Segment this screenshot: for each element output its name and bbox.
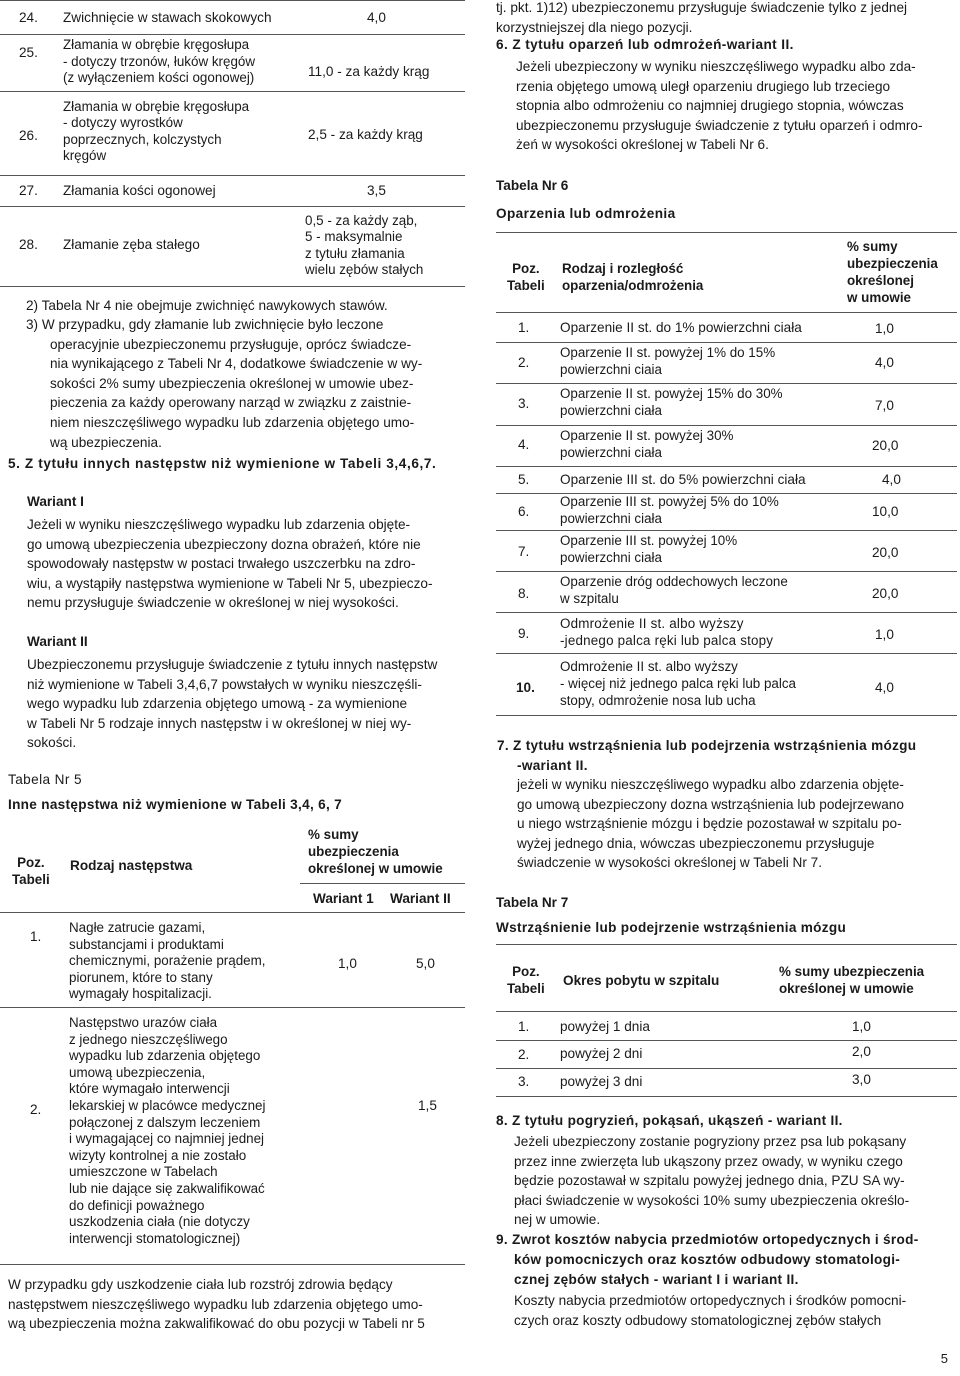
text-line: Jeżeli w wyniku nieszczęśliwego wypadku lub zdarzenia objęte- xyxy=(27,517,411,532)
text-line: poprzecznych, kolczystych xyxy=(63,131,222,147)
text-line: powierzchni ciała xyxy=(560,444,662,460)
row-value: 11,0 - za każdy krąg xyxy=(308,64,430,79)
row-no: 10. xyxy=(516,680,535,695)
row-value: 4,0 xyxy=(875,680,894,695)
text-line: u niego wstrząśnienie mózgu i będzie pozostawał w szpitalu po- xyxy=(517,816,902,832)
text-line: Nagłe zatrucie gazami, xyxy=(69,920,206,935)
col-header-wariant-2: Wariant II xyxy=(390,891,451,906)
row-value: 1,0 xyxy=(875,627,894,642)
text-line: powierzchni ciaia xyxy=(560,361,662,377)
header-line: % sumy ubezpieczenia xyxy=(779,964,925,979)
text-line: przez inne zwierzęta lub ukąszony przez owady, w wyniku czego xyxy=(514,1153,903,1169)
text-line: wypadku lub zdarzenia objętego xyxy=(69,1048,261,1064)
heading-line: 7. Z tytułu wstrząśnienia lub podejrzenia wstrząśnienia mózgu xyxy=(497,738,917,753)
heading-line: cznej zębów stałych - wariant I i wariant II. xyxy=(514,1272,799,1287)
section-8-text xyxy=(514,1132,909,1230)
text-line: lekarskiej w placówce medycznej xyxy=(69,1097,266,1113)
text-line: Oparzenie II st. powyżej 30% xyxy=(560,428,734,443)
text-line: Koszty nabycia przedmiotów ortopedycznych i środków pomocni- xyxy=(514,1293,907,1308)
text-line: Ubezpieczonemu przysługuje świadczenie z tytułu innych następstw xyxy=(27,657,438,672)
text-line: - dotyczy wyrostków xyxy=(63,115,183,131)
text-line: Oparzenie II st. powyżej 15% do 30% xyxy=(560,386,783,401)
row-text xyxy=(63,37,255,87)
row-no: 24. xyxy=(19,10,38,25)
text-line: go umową ubezpieczony dozna wstrząśnienia lub podejrzewano xyxy=(517,796,904,812)
row-no: 1. xyxy=(518,1019,530,1034)
table-5-title: Inne następstwa niż wymienione w Tabeli 3,4, 6, 7 xyxy=(8,797,342,812)
text-line: Oparzenie III st. powyżej 5% do 10% xyxy=(560,494,779,509)
col-header-poz xyxy=(507,260,545,294)
row-value-w2: 1,5 xyxy=(418,1098,437,1113)
row-text xyxy=(560,533,737,566)
header-line: % sumy xyxy=(847,239,898,254)
text-line: chemicznymi, porażenie prądem, xyxy=(69,953,266,969)
text-line: wizyty kontrolnej a nie zostało xyxy=(69,1147,247,1163)
row-value: 3,0 xyxy=(852,1072,871,1087)
row-text xyxy=(69,920,265,1003)
row-text: powyżej 3 dni xyxy=(560,1074,643,1089)
row-value: 20,0 xyxy=(872,438,899,453)
col-header-suma xyxy=(779,963,924,997)
wariant-1-heading: Wariant I xyxy=(27,494,84,509)
header-line: Poz. xyxy=(512,964,540,979)
section-9-heading xyxy=(496,1230,919,1290)
row-no: 27. xyxy=(19,183,38,198)
page-number: 5 xyxy=(940,1351,948,1366)
row-text xyxy=(560,658,796,709)
header-line: określonej xyxy=(847,273,914,288)
text-line: Złamania w obrębie kręgosłupa xyxy=(63,37,250,52)
header-line: Poz. xyxy=(512,261,540,276)
text-line: sokości 2% sumy ubezpieczenia określonej w umowie ubez- xyxy=(50,375,414,391)
col-header-okres: Okres pobytu w szpitalu xyxy=(563,973,720,988)
wariant-2-text xyxy=(27,655,437,753)
row-no: 2. xyxy=(30,1102,42,1117)
note-3 xyxy=(26,315,472,452)
text-line: Złamania w obrębie kręgosłupa xyxy=(63,99,250,114)
row-text: Oparzenie III st. do 5% powierzchni ciała xyxy=(560,472,806,487)
text-line: powierzchni ciała xyxy=(560,402,662,418)
text-line: jeżeli w wyniku nieszczęśliwego wypadku albo zdarzenia objęte- xyxy=(517,777,904,792)
text-line: wą ubezpieczenia można zakwalifikować do obu pozycji w Tabeli nr 5 xyxy=(8,1316,425,1332)
text-line: nemu przysługuje świadczenie w określonej w niej wysokości. xyxy=(27,595,399,611)
header-line: Poz. xyxy=(17,855,45,870)
row-text xyxy=(63,99,249,164)
text-line: do definicji poważnego xyxy=(69,1197,205,1213)
header-line: określonej w umowie xyxy=(308,861,443,876)
text-line: niż wymienione w Tabeli 3,4,6,7 powstałych w wyniku nieszczęśli- xyxy=(27,676,422,692)
row-text xyxy=(560,574,788,607)
text-line: Odmrożenie II st. albo wyższy xyxy=(560,659,738,674)
row-no: 4. xyxy=(518,437,530,452)
text-line: pieczenia za każdy operowany narząd w związku z zaistnie- xyxy=(50,395,412,411)
text-line: czych oraz koszty odbudowy stomatologicznej zębów stałych xyxy=(514,1312,882,1328)
table-6 xyxy=(496,232,959,720)
col-header-poz xyxy=(507,963,545,997)
header-line: ubezpieczenia xyxy=(847,256,938,271)
header-line: ubezpieczenia xyxy=(308,844,399,859)
text-line: powierzchni ciała xyxy=(560,510,662,526)
text-line: wiu, a wystąpiły następstwa wymienione w Tabeli Nr 5, ubezpieczo- xyxy=(27,575,433,591)
row-no: 6. xyxy=(518,504,530,519)
text-line: i wymagającej co najmniej jednej xyxy=(69,1131,265,1147)
section-7-text xyxy=(517,775,904,873)
text-line: Oparzenie II st. powyżej 1% do 15% xyxy=(560,345,776,360)
row-text: Złamanie zęba stałego xyxy=(63,237,200,252)
col-header-suma xyxy=(308,826,443,877)
row-no: 2. xyxy=(518,1047,530,1062)
header-line: w umowie xyxy=(847,290,911,305)
text-line: Oparzenie dróg oddechowych leczone xyxy=(560,574,788,589)
text-line: Jeżeli ubezpieczony zostanie pogryziony przez psa lub pokąsany xyxy=(514,1134,907,1149)
row-no: 1. xyxy=(30,929,42,944)
text-line: będzie pozostawał w szpitalu powyżej jednego dnia, PZU SA wy- xyxy=(514,1173,905,1189)
row-text xyxy=(560,386,783,419)
text-line: uszkodzenia ciała (nie dotyczy xyxy=(69,1214,250,1230)
row-no: 1. xyxy=(518,320,530,335)
row-no: 8. xyxy=(518,586,530,601)
row-text xyxy=(69,1015,265,1247)
text-line: Oparzenie III st. powyżej 10% xyxy=(560,533,738,548)
row-text: Oparzenie II st. do 1% powierzchni ciała xyxy=(560,320,802,335)
section-5-heading: 5. Z tytułu innych następstw niż wymienione w Tabeli 3,4,6,7. xyxy=(8,456,437,471)
continuation-text xyxy=(496,0,907,37)
section-7-heading xyxy=(497,736,916,775)
text-line: tj. pkt. 1)12) ubezpieczonemu przysługuje świadczenie tylko z jednej xyxy=(496,0,908,15)
text-line: substancjami i produktami xyxy=(69,936,224,952)
heading-line: ków pomocniczych oraz kosztów odbudowy stomatologi- xyxy=(514,1252,901,1267)
text-line: niem nieszczęśliwego wypadku lub zdarzenia objętego umo- xyxy=(50,414,415,430)
text-line: Jeżeli ubezpieczony w wyniku nieszczęśliwego wypadku albo zda- xyxy=(516,59,916,74)
text-line: w Tabeli Nr 5 rodzaje innych następstw i w określonej w niej wy- xyxy=(27,715,412,731)
header-line: Tabeli xyxy=(507,278,545,293)
row-no: 2. xyxy=(518,355,530,370)
row-no: 26. xyxy=(19,128,38,143)
row-value-w2: 5,0 xyxy=(416,956,435,971)
text-line: lub nie dające się zakwalifikować xyxy=(69,1180,265,1196)
row-value: 20,0 xyxy=(872,586,899,601)
row-text xyxy=(560,428,733,461)
value-line: 0,5 - za każdy ząb, xyxy=(305,213,418,228)
text-line: wą ubezpieczenia. xyxy=(50,434,162,450)
row-no: 3. xyxy=(518,1074,530,1089)
text-line: kręgów xyxy=(63,147,107,163)
row-value: 7,0 xyxy=(875,398,894,413)
table-7-label: Tabela Nr 7 xyxy=(496,895,569,910)
text-line: (z wyłączeniem kości ogonowej) xyxy=(63,70,255,86)
row-value: 2,0 xyxy=(852,1044,871,1059)
text-line: nej w umowie. xyxy=(514,1212,601,1228)
text-line: operacyjnie ubezpieczonemu przysługuje, oprócz świadcze- xyxy=(50,336,412,352)
text-line: interwencji stomatologicznej) xyxy=(69,1230,241,1246)
text-line: korzystniejszej dla niego pozycji. xyxy=(496,19,693,35)
header-line: Tabeli xyxy=(507,981,545,996)
text-line: 3) W przypadku, gdy złamanie lub zwichnięcie było leczone xyxy=(26,317,384,332)
text-line: z jednego nieszczęśliwego xyxy=(69,1031,228,1047)
text-line: sokości. xyxy=(27,735,77,751)
row-no: 28. xyxy=(19,237,38,252)
header-line: Rodzaj i rozległość xyxy=(562,261,684,276)
row-value: 4,0 xyxy=(882,472,901,487)
header-line: % sumy xyxy=(308,827,359,842)
text-line: płaci świadczenie w wysokości 10% sumy ubezpieczenia określo- xyxy=(514,1192,910,1208)
injury-table xyxy=(0,0,472,288)
text-line: go umową ubezpieczenia ubezpieczony dozna obrażeń, które nie xyxy=(27,536,421,552)
col-header-rodzaj: Rodzaj następstwa xyxy=(70,858,193,873)
text-line: ubezpieczonemu przysługuje świadczenie z tytułu oparzeń i odmro- xyxy=(516,117,923,133)
text-line: wyżej jednego dnia, wówczas ubezpieczonemu przysługuje xyxy=(517,835,875,851)
footer-paragraph xyxy=(8,1275,425,1334)
header-line: określonej w umowie xyxy=(779,981,914,996)
text-line: które wymagało interwencji xyxy=(69,1081,230,1097)
text-line: spowodowały następstw w postaci trwałego uszczerbku na zdro- xyxy=(27,556,416,572)
row-value: 4,0 xyxy=(875,355,894,370)
text-line: następstwem nieszczęśliwego wypadku lub zdarzenia objętego umo- xyxy=(8,1296,423,1312)
value-line: 5 - maksymalnie xyxy=(305,229,403,245)
text-line: świadczenie w wysokości określonej w Tabeli Nr 7. xyxy=(517,855,822,871)
section-6-text xyxy=(516,57,923,155)
text-line: stopy, odmrożenie nosa lub ucha xyxy=(560,693,756,708)
row-text: Złamania kości ogonowej xyxy=(63,183,216,198)
text-line: nia wynikającego z Tabeli Nr 4, dodatkowe świadczenie w wy- xyxy=(50,356,423,372)
value-line: wielu zębów stałych xyxy=(305,262,424,278)
row-value xyxy=(305,213,423,279)
table-7-title: Wstrząśnienie lub podejrzenie wstrząśnienia mózgu xyxy=(496,920,847,935)
row-text: powyżej 1 dnia xyxy=(560,1019,650,1034)
row-value: 1,0 xyxy=(852,1019,871,1034)
wariant-2-heading: Wariant II xyxy=(27,634,88,649)
section-9-text xyxy=(514,1291,906,1330)
table-6-title: Oparzenia lub odmrożenia xyxy=(496,206,676,221)
table-5 xyxy=(0,820,472,1270)
row-no: 5. xyxy=(518,472,530,487)
text-line: wymagały hospitalizacji. xyxy=(69,986,212,1002)
row-no: 9. xyxy=(518,626,530,641)
row-value: 10,0 xyxy=(872,504,899,519)
note-2: 2) Tabela Nr 4 nie obejmuje zwichnięć nawykowych stawów. xyxy=(26,298,388,313)
row-text xyxy=(560,345,775,378)
row-value: 20,0 xyxy=(872,545,899,560)
row-value: 3,5 xyxy=(367,183,386,198)
header-line: oparzenia/odmrożenia xyxy=(562,278,704,293)
text-line: połączonej z dalszym leczeniem xyxy=(69,1114,261,1130)
text-line: umową ubezpieczenia, xyxy=(69,1064,206,1080)
col-header-rodzaj xyxy=(562,260,703,294)
row-no: 25. xyxy=(19,45,38,60)
section-6-heading: 6. Z tytułu oparzeń lub odmrożeń-wariant II. xyxy=(496,37,794,52)
text-line: w szpitalu xyxy=(560,590,619,606)
row-value: 2,5 - za każdy krąg xyxy=(308,127,423,142)
value-line: z tytułu złamania xyxy=(305,245,405,261)
text-line: -jednego palca ręki lub palca stopy xyxy=(560,633,774,648)
row-value-w1: 1,0 xyxy=(338,956,357,971)
col-header-poz xyxy=(12,854,50,888)
text-line: żeń w wysokości określonej w Tabeli Nr 6. xyxy=(516,137,769,153)
text-line: Odmrożenie II st. albo wyższy xyxy=(560,616,744,631)
table-5-label: Tabela Nr 5 xyxy=(8,772,82,787)
row-text xyxy=(560,615,773,649)
heading-line: -wariant II. xyxy=(517,757,588,773)
text-line: W przypadku gdy uszkodzenie ciała lub rozstrój zdrowia będący xyxy=(8,1277,393,1292)
col-header-suma xyxy=(847,238,938,306)
row-value: 4,0 xyxy=(367,10,386,25)
text-line: - dotyczy trzonów, łuków kręgów xyxy=(63,53,256,69)
header-line: Tabeli xyxy=(12,872,50,887)
text-line: powierzchni ciała xyxy=(560,549,662,565)
col-header-wariant-1: Wariant 1 xyxy=(313,891,374,906)
section-8-heading: 8. Z tytułu pogryzień, pokąsań, ukąszeń - wariant II. xyxy=(496,1113,843,1128)
text-line: umieszczone w Tabelach xyxy=(69,1164,218,1180)
table-7 xyxy=(496,944,959,1104)
row-text: Zwichnięcie w stawach skokowych xyxy=(63,10,272,25)
text-line: rzenia objętego umową uległ oparzeniu drugiego lub trzeciego xyxy=(516,78,891,94)
text-line: - więcej niż jednego palca ręki lub palca xyxy=(560,676,796,691)
row-text: powyżej 2 dni xyxy=(560,1046,643,1061)
text-line: stopnia albo odmrożeniu co najmniej drugiego stopnia, wówczas xyxy=(516,98,904,114)
text-line: Następstwo urazów ciała xyxy=(69,1015,218,1030)
row-value: 1,0 xyxy=(875,321,894,336)
text-line: wego wypadku lub zdarzenia objętego umową - za wymienione xyxy=(27,696,408,712)
table-6-label: Tabela Nr 6 xyxy=(496,178,569,193)
row-no: 7. xyxy=(518,544,530,559)
row-no: 3. xyxy=(518,396,530,411)
heading-line: 9. Zwrot kosztów nabycia przedmiotów ortopedycznych i środ- xyxy=(496,1232,919,1247)
text-line: piorunem, które to stany xyxy=(69,969,213,985)
wariant-1-text xyxy=(27,515,432,613)
row-text xyxy=(560,494,779,527)
